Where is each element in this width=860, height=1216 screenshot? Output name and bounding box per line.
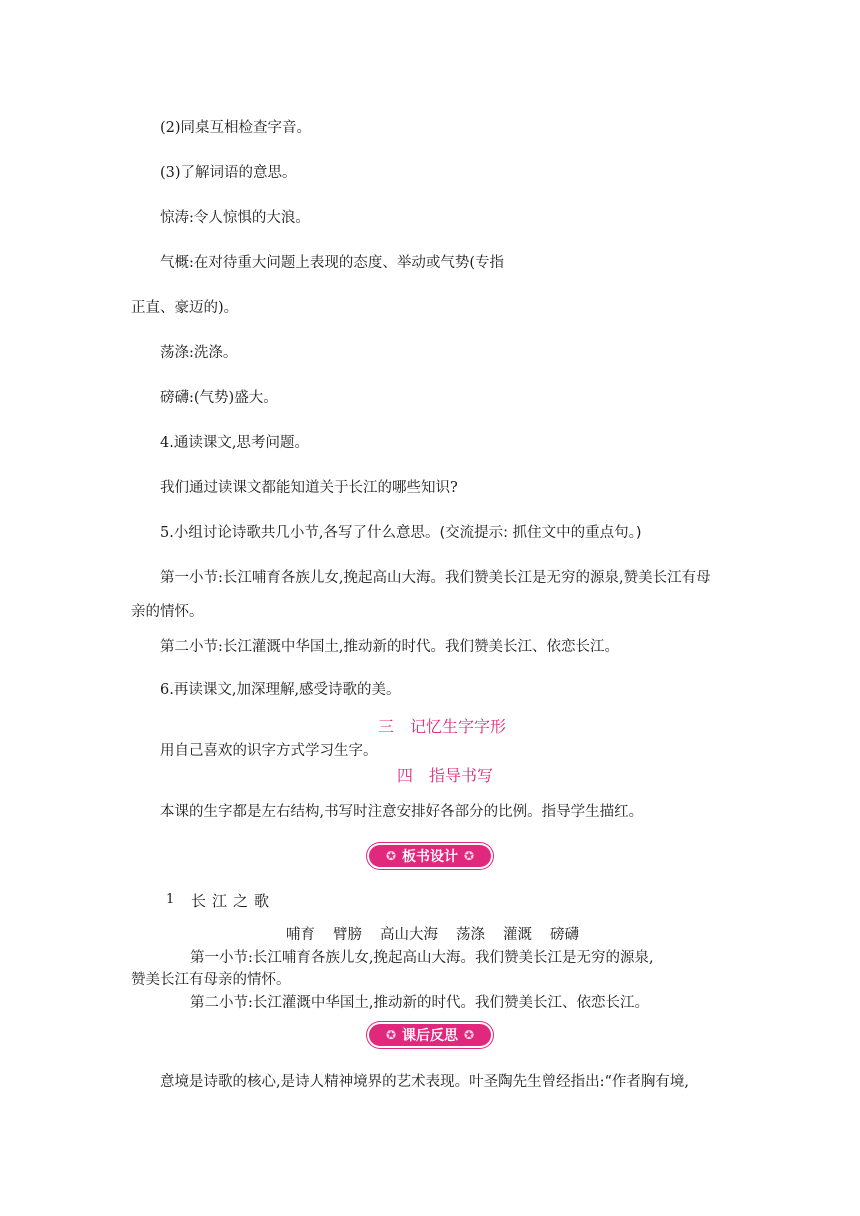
- text-line: 荡涤:洗涤。: [160, 345, 238, 361]
- text-line: 第二小节:长江灌溉中华国土,推动新的时代。我们赞美长江、依恋长江。: [160, 639, 619, 655]
- reflection-badge: [367, 1022, 493, 1048]
- text-line: 4.通读课文,思考问题。: [160, 435, 309, 451]
- star-icon: ✪: [464, 849, 475, 863]
- word-item: 磅礴: [550, 927, 579, 943]
- word-item: 臂膀: [333, 927, 362, 943]
- reflection-text: 意境是诗歌的核心,是诗人精神境界的艺术表现。叶圣陶先生曾经指出:“作者胸有境,: [160, 1074, 690, 1090]
- badge-label: 课后反思: [402, 1028, 458, 1044]
- text-line: (3)了解词语的意思。: [160, 165, 297, 181]
- star-icon: ✪: [385, 1028, 396, 1042]
- text-segment: 5.小组讨论诗歌共几小节,各写了什么意思。: [160, 525, 440, 541]
- text-line: (2)同桌互相检查字音。: [160, 120, 312, 136]
- word-item: 高山大海: [380, 927, 438, 943]
- text-line: 6.再读课文,加深理解,感受诗歌的美。: [160, 682, 401, 698]
- hint-text: (交流提示: 抓住文中的重点句。): [439, 525, 642, 541]
- word-item: 灌溉: [503, 927, 532, 943]
- text-line: 用自己喜欢的识字方式学习生字。: [160, 743, 378, 759]
- text-line: 本课的生字都是左右结构,书写时注意安排好各部分的比例。指导学生描红。: [160, 804, 644, 820]
- star-icon: ✪: [464, 1028, 475, 1042]
- text-line: 我们通过读课文都能知道关于长江的哪些知识?: [160, 480, 458, 496]
- text-line: 亲的情怀。: [131, 604, 204, 620]
- section-heading: 四 指导书写: [397, 766, 494, 785]
- lesson-number: 1: [166, 892, 175, 907]
- text-line: 第一小节:长江哺育各族儿女,挽起高山大海。我们赞美长江是无穷的源泉,赞美长江有母: [160, 570, 711, 586]
- board-title: 长江之歌: [191, 892, 276, 910]
- star-icon: ✪: [385, 849, 396, 863]
- text-line: 气概:在对待重大问题上表现的态度、举动或气势(专指: [160, 255, 505, 271]
- board-line: 赞美长江有母亲的情怀。: [131, 972, 291, 988]
- text-line: 正直、豪迈的)。: [131, 300, 239, 316]
- badge-label: 板书设计: [402, 849, 458, 865]
- board-design-badge: [367, 843, 493, 869]
- section-heading: 三 记忆生字字形: [378, 717, 507, 736]
- word-list: [286, 925, 597, 945]
- board-line: 第二小节:长江灌溉中华国土,推动新的时代。我们赞美长江、依恋长江。: [190, 995, 649, 1011]
- word-item: 荡涤: [456, 927, 485, 943]
- board-line: 第一小节:长江哺育各族儿女,挽起高山大海。我们赞美长江是无穷的源泉,: [190, 950, 654, 966]
- text-line: [160, 523, 642, 543]
- word-item: 哺育: [286, 927, 315, 943]
- text-line: 磅礴:(气势)盛大。: [160, 390, 278, 406]
- text-line: 惊涛:令人惊惧的大浪。: [160, 210, 310, 226]
